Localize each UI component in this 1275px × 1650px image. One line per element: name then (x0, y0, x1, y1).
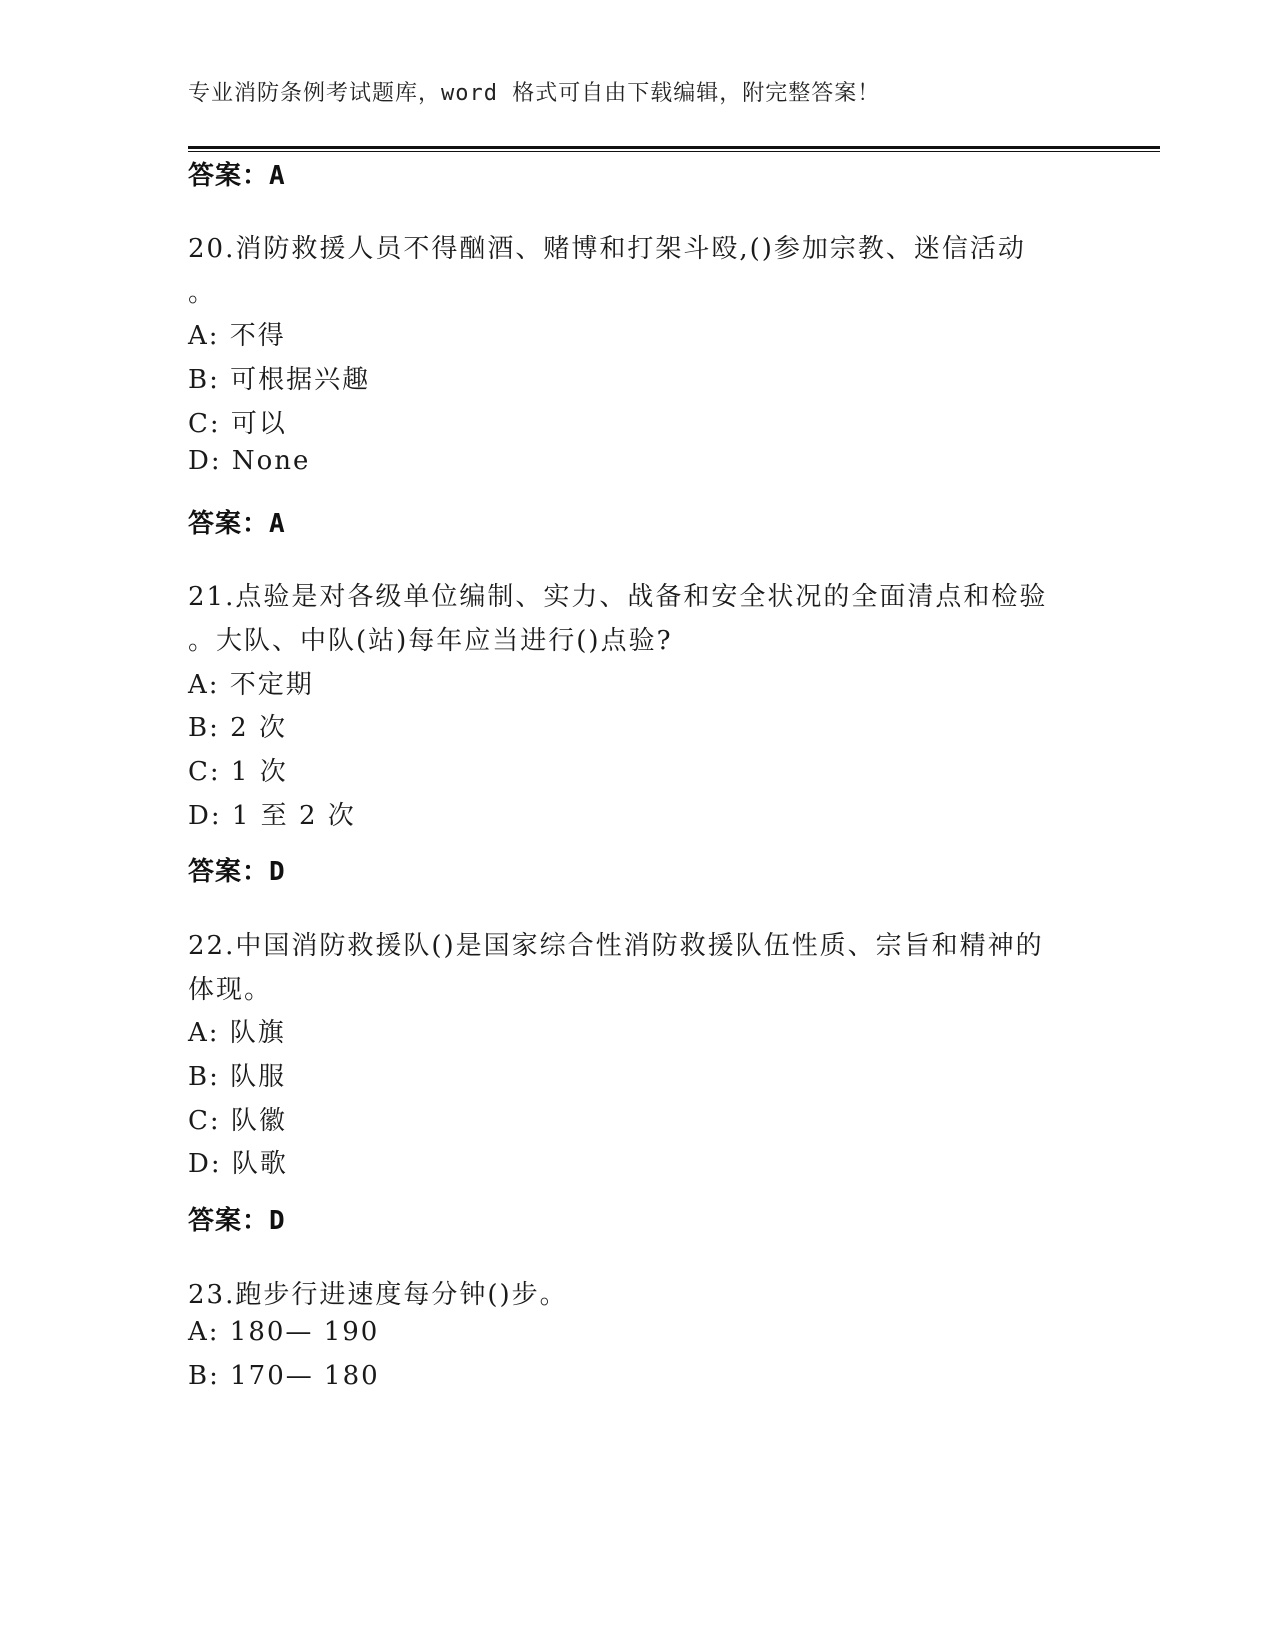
question-20-option-c: C: 可以 (188, 409, 287, 439)
question-20-option-a: A: 不得 (188, 321, 286, 351)
question-22-text-cont: 体现。 (188, 975, 273, 1005)
question-23-option-b: B: 170— 180 (188, 1361, 380, 1391)
question-22-option-d: D: 队歌 (188, 1149, 288, 1179)
answer-22: 答案：D (188, 1206, 286, 1236)
header-divider-thin (188, 151, 1160, 152)
question-21-option-d: D: 1 至 2 次 (188, 801, 356, 831)
question-22-text: 22.中国消防救援队()是国家综合性消防救援队伍性质、宗旨和精神的 (188, 931, 1044, 961)
question-23-text: 23.跑步行进速度每分钟()步。 (188, 1280, 568, 1310)
answer-21: 答案：D (188, 857, 286, 887)
question-21-option-a: A: 不定期 (188, 670, 314, 700)
question-22-option-c: C: 队徽 (188, 1106, 287, 1136)
question-23-option-a: A: 180— 190 (188, 1317, 380, 1347)
answer-19: 答案：A (188, 161, 286, 191)
header-divider (188, 146, 1160, 149)
page-header: 专业消防条例考试题库，word 格式可自由下载编辑，附完整答案！ (188, 81, 881, 106)
question-20-option-d: D: None (188, 446, 311, 476)
question-20-text: 20.消防救援人员不得酗酒、赌博和打架斗殴,()参加宗教、迷信活动 (188, 234, 1026, 264)
answer-20: 答案：A (188, 509, 286, 539)
question-21-option-b: B: 2 次 (188, 713, 287, 743)
question-20-option-b: B: 可根据兴趣 (188, 365, 371, 395)
question-21-text: 21.点验是对各级单位编制、实力、战备和安全状况的全面清点和检验 (188, 582, 1048, 612)
question-22-option-b: B: 队服 (188, 1062, 287, 1092)
question-21-text-cont: 。大队、中队(站)每年应当进行()点验? (188, 626, 673, 656)
question-20-text-cont: 。 (188, 278, 217, 308)
question-21-option-c: C: 1 次 (188, 757, 288, 787)
question-22-option-a: A: 队旗 (188, 1018, 286, 1048)
